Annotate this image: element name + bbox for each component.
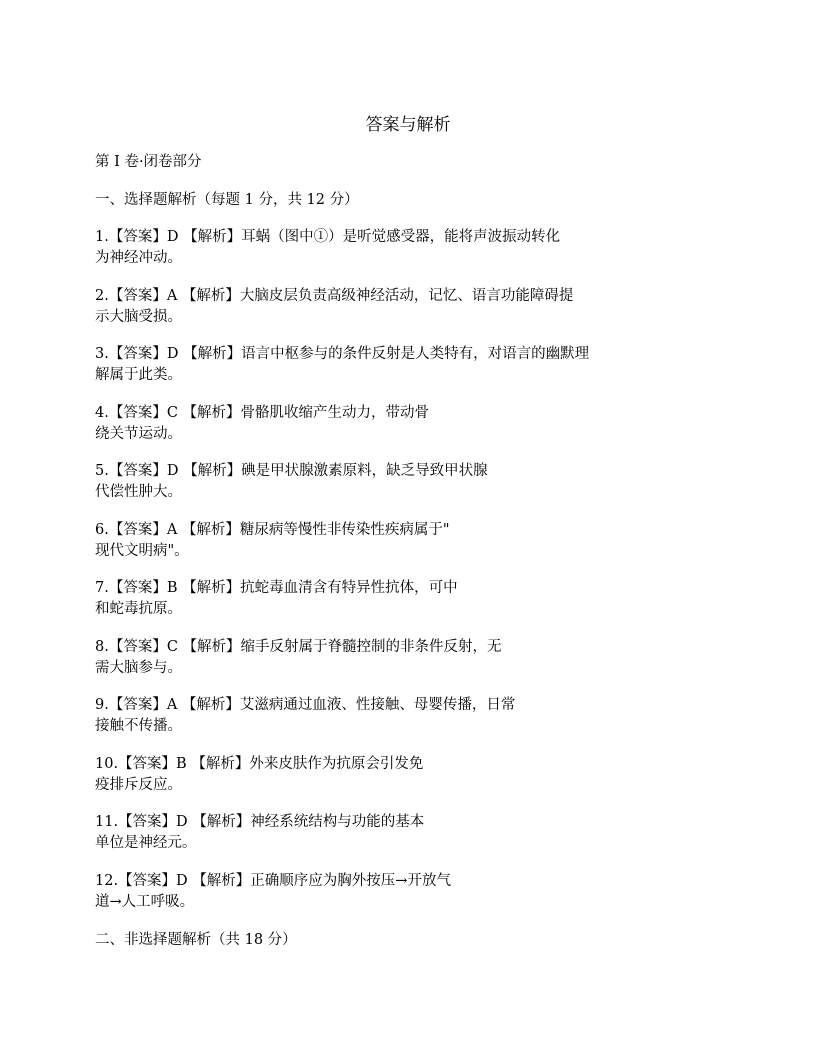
answer-line: 示大脑受损。 <box>95 309 182 325</box>
answer-item <box>95 637 695 679</box>
answer-line: 12.【答案】D 【解析】正确顺序应为胸外按压→开放气 <box>95 873 451 889</box>
answer-item <box>95 695 695 737</box>
answer-line: 8.【答案】C 【解析】缩手反射属于脊髓控制的非条件反射，无 <box>95 639 502 655</box>
answer-line: 疫排斥反应。 <box>95 777 182 793</box>
answer-item <box>95 578 695 620</box>
answer-item <box>95 871 695 913</box>
part-heading: 第 I 卷·闭卷部分 <box>95 154 202 170</box>
answer-line: 10.【答案】B 【解析】外来皮肤作为抗原会引发免 <box>95 756 424 772</box>
answer-line: 绕关节运动。 <box>95 426 182 442</box>
answer-line: 5.【答案】D 【解析】碘是甲状腺激素原料，缺乏导致甲状腺 <box>95 463 488 479</box>
answer-line: 为神经冲动。 <box>95 250 182 266</box>
answer-line: 道→人工呼吸。 <box>95 894 195 910</box>
answer-line: 现代文明病"。 <box>95 543 189 559</box>
answer-item <box>95 754 695 796</box>
answer-item <box>95 520 695 562</box>
answer-line: 1.【答案】D 【解析】耳蜗（图中①）是听觉感受器，能将声波振动转化 <box>95 229 561 245</box>
section-heading-choice: 一、选择题解析（每题 1 分，共 12 分） <box>95 192 359 208</box>
answer-line: 4.【答案】C 【解析】骨骼肌收缩产生动力，带动骨 <box>95 405 430 421</box>
answer-item <box>95 812 695 854</box>
answer-line: 需大脑参与。 <box>95 660 182 676</box>
answer-line: 9.【答案】A 【解析】艾滋病通过血液、性接触、母婴传播，日常 <box>95 697 516 713</box>
answer-item <box>95 227 695 269</box>
answer-line: 和蛇毒抗原。 <box>95 601 182 617</box>
answer-item <box>95 403 695 445</box>
answer-line: 单位是神经元。 <box>95 835 197 851</box>
section-heading-nonchoice: 二、非选择题解析（共 18 分） <box>95 932 297 948</box>
answer-line: 2.【答案】A 【解析】大脑皮层负责高级神经活动，记忆、语言功能障碍提 <box>95 288 574 304</box>
answer-item <box>95 286 695 328</box>
answer-line: 6.【答案】A 【解析】糖尿病等慢性非传染性疾病属于" <box>95 522 450 538</box>
answer-line: 解属于此类。 <box>95 367 182 383</box>
answer-item <box>95 461 695 503</box>
answer-item <box>95 344 695 386</box>
answer-line: 7.【答案】B 【解析】抗蛇毒血清含有特异性抗体，可中 <box>95 580 458 596</box>
page-title: 答案与解析 <box>365 115 451 135</box>
answer-line: 接触不传播。 <box>95 718 182 734</box>
answer-line: 11.【答案】D 【解析】神经系统结构与功能的基本 <box>95 814 425 830</box>
answer-line: 3.【答案】D 【解析】语言中枢参与的条件反射是人类特有，对语言的幽默理 <box>95 346 590 362</box>
answer-line: 代偿性肿大。 <box>95 484 182 500</box>
